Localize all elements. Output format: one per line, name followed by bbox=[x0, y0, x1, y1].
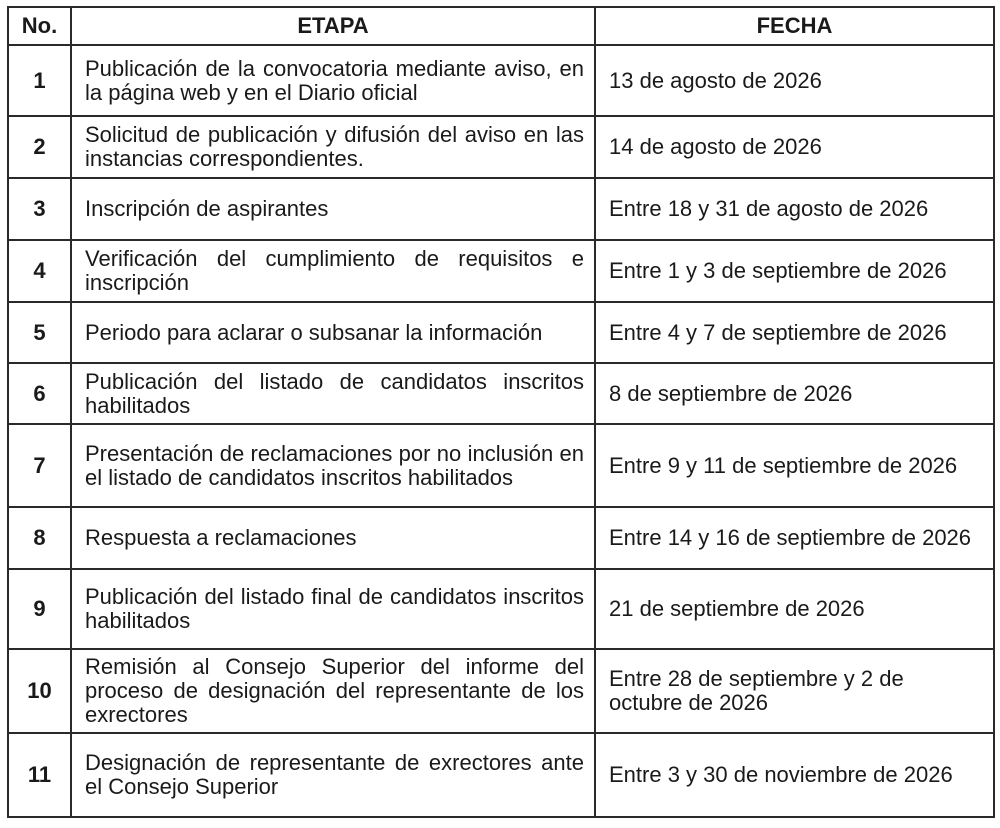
row-number: 10 bbox=[8, 649, 71, 733]
row-number: 4 bbox=[8, 240, 71, 302]
row-number: 5 bbox=[8, 302, 71, 363]
table-row bbox=[8, 507, 994, 569]
table-row bbox=[8, 302, 994, 363]
table-header bbox=[8, 7, 994, 45]
table-row bbox=[8, 116, 994, 178]
row-etapa: Publicación del listado final de candidatos inscritos habilitados bbox=[71, 569, 595, 649]
table-row bbox=[8, 733, 994, 817]
row-fecha: Entre 1 y 3 de septiembre de 2026 bbox=[595, 240, 994, 302]
row-etapa: Designación de representante de exrectores ante el Consejo Superior bbox=[71, 733, 595, 817]
row-fecha: Entre 9 y 11 de septiembre de 2026 bbox=[595, 424, 994, 507]
row-number: 1 bbox=[8, 45, 71, 116]
row-etapa: Publicación de la convocatoria mediante aviso, en la página web y en el Diario oficial bbox=[71, 45, 595, 116]
table-row bbox=[8, 45, 994, 116]
table-row bbox=[8, 569, 994, 649]
row-etapa: Inscripción de aspirantes bbox=[71, 178, 595, 240]
table-body bbox=[8, 45, 994, 817]
table-row bbox=[8, 240, 994, 302]
row-fecha: 14 de agosto de 2026 bbox=[595, 116, 994, 178]
row-number: 9 bbox=[8, 569, 71, 649]
schedule-table bbox=[7, 6, 995, 818]
row-number: 2 bbox=[8, 116, 71, 178]
table-row bbox=[8, 424, 994, 507]
row-number: 7 bbox=[8, 424, 71, 507]
row-fecha: Entre 4 y 7 de septiembre de 2026 bbox=[595, 302, 994, 363]
row-fecha: 8 de septiembre de 2026 bbox=[595, 363, 994, 424]
row-etapa: Publicación del listado de candidatos inscritos habilitados bbox=[71, 363, 595, 424]
row-etapa: Verificación del cumplimiento de requisitos e inscripción bbox=[71, 240, 595, 302]
row-fecha: Entre 14 y 16 de septiembre de 2026 bbox=[595, 507, 994, 569]
row-fecha: Entre 28 de septiembre y 2 de octubre de 2026 bbox=[595, 649, 994, 733]
header-etapa: ETAPA bbox=[71, 7, 595, 45]
row-number: 11 bbox=[8, 733, 71, 817]
row-number: 8 bbox=[8, 507, 71, 569]
row-fecha: Entre 18 y 31 de agosto de 2026 bbox=[595, 178, 994, 240]
header-fecha: FECHA bbox=[595, 7, 994, 45]
table-row bbox=[8, 649, 994, 733]
table-row bbox=[8, 363, 994, 424]
row-fecha: 13 de agosto de 2026 bbox=[595, 45, 994, 116]
header-num: No. bbox=[8, 7, 71, 45]
row-etapa: Periodo para aclarar o subsanar la información bbox=[71, 302, 595, 363]
table-row bbox=[8, 178, 994, 240]
row-etapa: Respuesta a reclamaciones bbox=[71, 507, 595, 569]
row-etapa: Presentación de reclamaciones por no inclusión en el listado de candidatos inscritos habilitados bbox=[71, 424, 595, 507]
row-number: 3 bbox=[8, 178, 71, 240]
row-fecha: 21 de septiembre de 2026 bbox=[595, 569, 994, 649]
row-fecha: Entre 3 y 30 de noviembre de 2026 bbox=[595, 733, 994, 817]
row-etapa: Remisión al Consejo Superior del informe del proceso de designación del representante de los exrectores bbox=[71, 649, 595, 733]
row-number: 6 bbox=[8, 363, 71, 424]
row-etapa: Solicitud de publicación y difusión del aviso en las instancias correspondientes. bbox=[71, 116, 595, 178]
header-row bbox=[8, 7, 994, 45]
